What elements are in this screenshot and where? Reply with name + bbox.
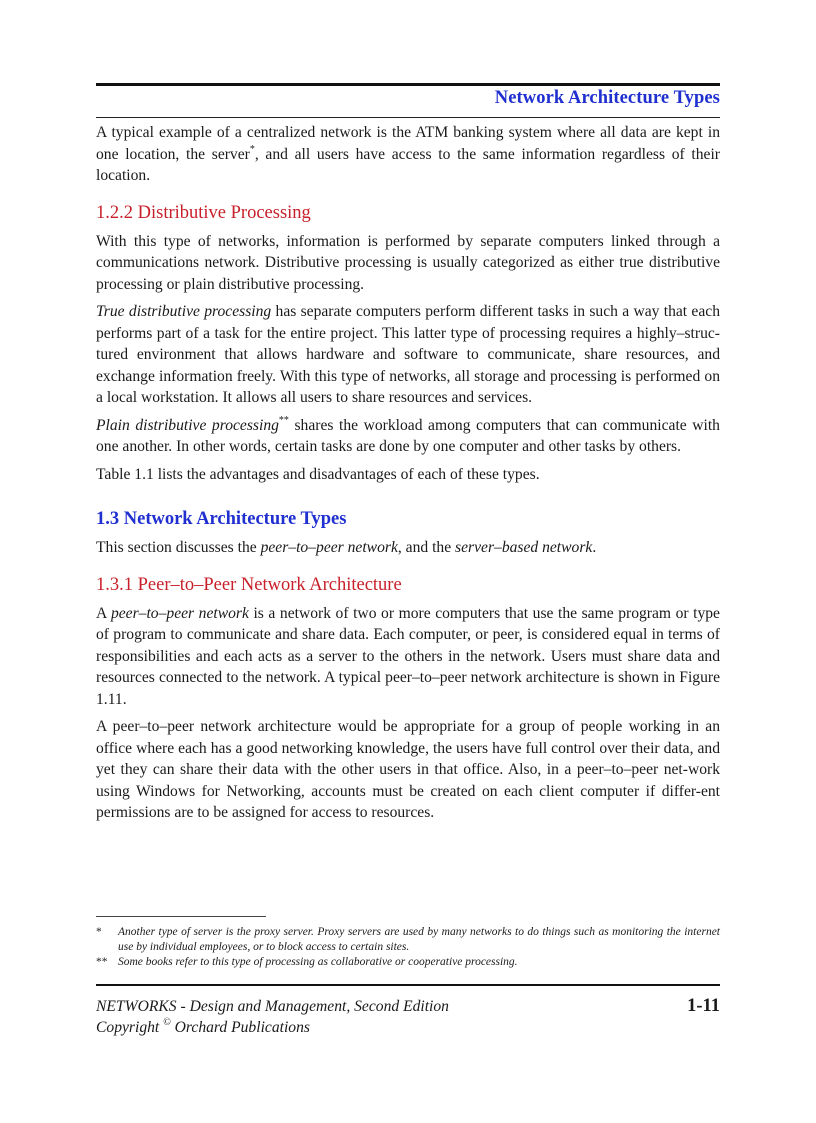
footnote-ref-2: ** (278, 414, 289, 426)
book-title: NETWORKS - Design and Management, Second Edition (96, 998, 449, 1015)
paragraph: Table 1.1 lists the advantages and disadvantages of each of these types. (96, 465, 540, 483)
header-rule (96, 83, 720, 86)
intro-paragraph: A typical example of a centralized network is the ATM banking system where all data are kept in one location, the server*, and all users have access to the same information regardless of their location. (96, 124, 720, 184)
footnote-text: Some books refer to this type of processing as collaborative or cooperative processing. (118, 956, 518, 968)
heading-1-2-2: 1.2.2 Distributive Processing (96, 202, 311, 223)
footer-rule (96, 984, 720, 986)
footnote-ref-1: * (249, 143, 255, 155)
document-page (96, 0, 720, 1123)
heading-1-3: 1.3 Network Architecture Types (96, 509, 347, 529)
footnote (96, 955, 720, 970)
footnote-mark: * (96, 926, 102, 938)
page-number: 1-11 (687, 996, 720, 1016)
paragraph: This section discusses the peer–to–peer network, and the server–based network. (96, 539, 597, 556)
footnotes (96, 925, 720, 970)
paragraph: A peer–to–peer network is a network of two or more computers that use the same program or type of program to communicate and share data. Each computer, or peer, is considered equal in terms of responsibilities and each acts as a server to the others in the network. Users must share data and resources connected to the network. A typical peer–to–peer network architecture is shown in Figure 1.11. (96, 604, 720, 708)
paragraph: With this type of networks, information is performed by separate computers linked through a communications network. Distributive processing is usually categorized as either true distributive processing or plain distributive processing. (96, 232, 720, 293)
paragraph: True distributive processing has separate computers perform different tasks in such a way that each performs part of a task for the entire project. This latter type of processing requires a highly–struc-tured environment that allows hardware and software to communicate, share resources, and exchange information freely. With this type of networks, all storage and processing is performed on a local workstation. It allows all users to share resources and services. (96, 303, 720, 406)
paragraph: A peer–to–peer network architecture would be appropriate for a group of people working in an office where each has a good networking knowledge, the users have full control over their data, and yet they can share their data with the other users in that office. Also, in a peer–to–peer net-work using Windows for Networking, accounts must be created on each client computer if differ-ent permissions are to be assigned for access to resources. (96, 718, 720, 821)
header-underline (96, 117, 720, 118)
copyright: Copyright © Orchard Publications (96, 1017, 310, 1036)
body-text (96, 122, 720, 830)
footnote-text: Another type of server is the proxy server. Proxy servers are used by many networks to do things such as monitoring the internet use by individual employees, or to block access to certain sites. (118, 926, 720, 953)
paragraph: Plain distributive processing** shares the workload among computers that can communicate with one another. In other words, certain tasks are done by one computer and other tasks by others. (96, 414, 720, 455)
heading-1-3-1: 1.3.1 Peer–to–Peer Network Architecture (96, 574, 402, 595)
footer (96, 996, 720, 1038)
footnote-mark: ** (96, 956, 108, 968)
running-head: Network Architecture Types (494, 88, 720, 108)
footnote-rule (96, 916, 266, 917)
footnote (96, 925, 720, 955)
